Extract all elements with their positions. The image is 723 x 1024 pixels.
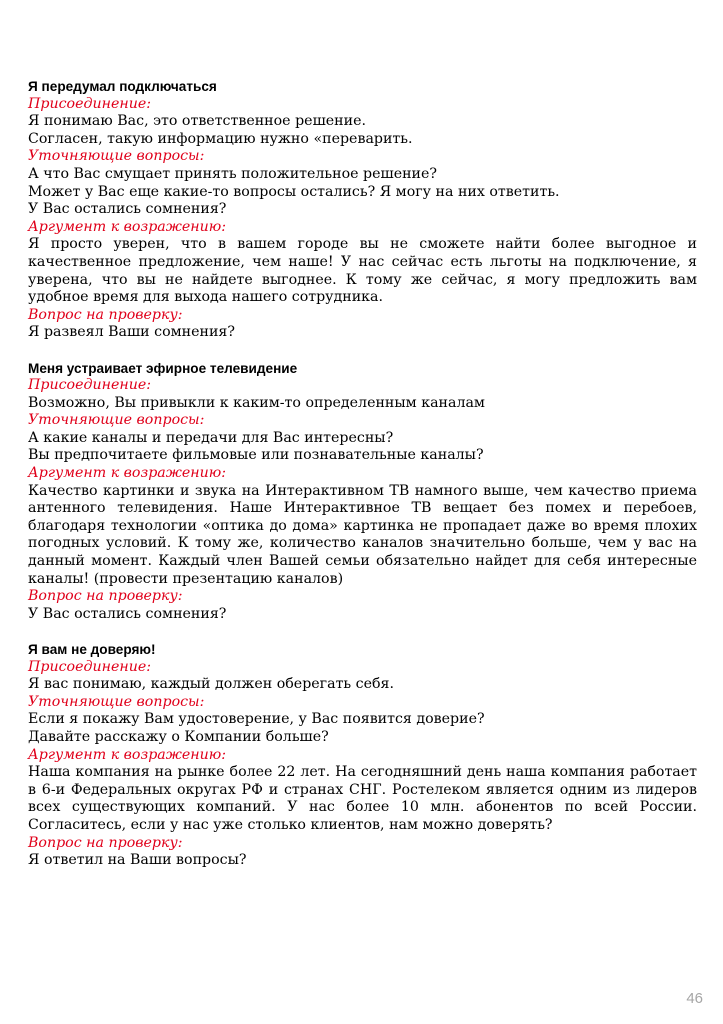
label-argument: Аргумент к возражению: (28, 746, 227, 763)
argument-paragraph: Я просто уверен, что в вашем городе вы не сможете найти более выгодное и качественное предложение, чем наше! У нас сейчас есть льготы на подключение, я уверена, что вы не найдете выгоднее. К тому же сейчас, я могу предложить вам удобное время для выхода нашего сотрудника. (28, 236, 697, 306)
section-heading: Я вам не доверяю! (28, 642, 156, 657)
argument-paragraph: Качество картинки и звука на Интерактивном ТВ намного выше, чем качество приема антенного телевидения. Наше Интерактивное ТВ вещает без помех и перебоев, благодаря технологии «оптика до дома» картинка не пропадает даже во время плохих погодных условий. К тому же, количество каналов значительно больше, чем у вас на данный момент. Каждый член Вашей семьи обязательно найдет для себя интересные каналы! (провести презентацию каналов) (28, 482, 697, 587)
section-changed-mind (28, 78, 697, 342)
clarifying-line: Вы предпочитаете фильмовые или познавательные каналы? (28, 447, 484, 464)
section-no-trust (28, 641, 697, 870)
clarifying-line: А что Вас смущает принять положительное решение? (28, 165, 438, 182)
section-heading: Меня устраивает эфирное телевидение (28, 360, 298, 376)
label-argument: Аргумент к возражению: (28, 465, 227, 482)
joining-line: Я понимаю Вас, это ответственное решение. (28, 113, 366, 130)
label-check: Вопрос на проверку: (28, 834, 183, 851)
clarifying-line: Давайте расскажу о Компании больше? (28, 728, 329, 745)
label-check: Вопрос на проверку: (28, 306, 183, 323)
section-broadcast-tv (28, 360, 697, 624)
label-joining: Присоединение: (28, 95, 152, 112)
section-heading: Я передумал подключаться (28, 79, 217, 94)
check-line: У Вас остались сомнения? (28, 605, 227, 622)
page-number: 46 (686, 990, 703, 1007)
clarifying-line: Если я покажу Вам удостоверение, у Вас появится доверие? (28, 711, 485, 728)
label-clarifying: Уточняющие вопросы: (28, 693, 205, 710)
label-argument: Аргумент к возражению: (28, 218, 227, 235)
check-line: Я развеял Ваши сомнения? (28, 324, 235, 341)
clarifying-line: У Вас остались сомнения? (28, 201, 227, 218)
label-joining: Присоединение: (28, 377, 152, 394)
label-joining: Присоединение: (28, 658, 152, 675)
clarifying-line: Может у Вас еще какие-то вопросы остались? Я могу на них ответить. (28, 183, 560, 200)
clarifying-line: А какие каналы и передачи для Вас интересны? (28, 429, 394, 446)
joining-line: Я вас понимаю, каждый должен оберегать себя. (28, 676, 394, 693)
check-line: Я ответил на Ваши вопросы? (28, 852, 247, 869)
joining-line: Возможно, Вы привыкли к каким-то определенным каналам (28, 394, 485, 411)
document-page (28, 78, 697, 887)
argument-paragraph: Наша компания на рынке более 22 лет. На сегодняшний день наша компания работает в 6-и Федеральных округах РФ и странах СНГ. Ростелеком является одним из лидеров всех существующих компаний. У нас более 10 млн. абонентов по всей России. Согласитесь, если у нас уже столько клиентов, нам можно доверять? (28, 764, 697, 833)
label-check: Вопрос на проверку: (28, 588, 183, 605)
label-clarifying: Уточняющие вопросы: (28, 412, 205, 429)
joining-line: Согласен, такую информацию нужно «переварить. (28, 130, 413, 147)
label-clarifying: Уточняющие вопросы: (28, 148, 205, 165)
